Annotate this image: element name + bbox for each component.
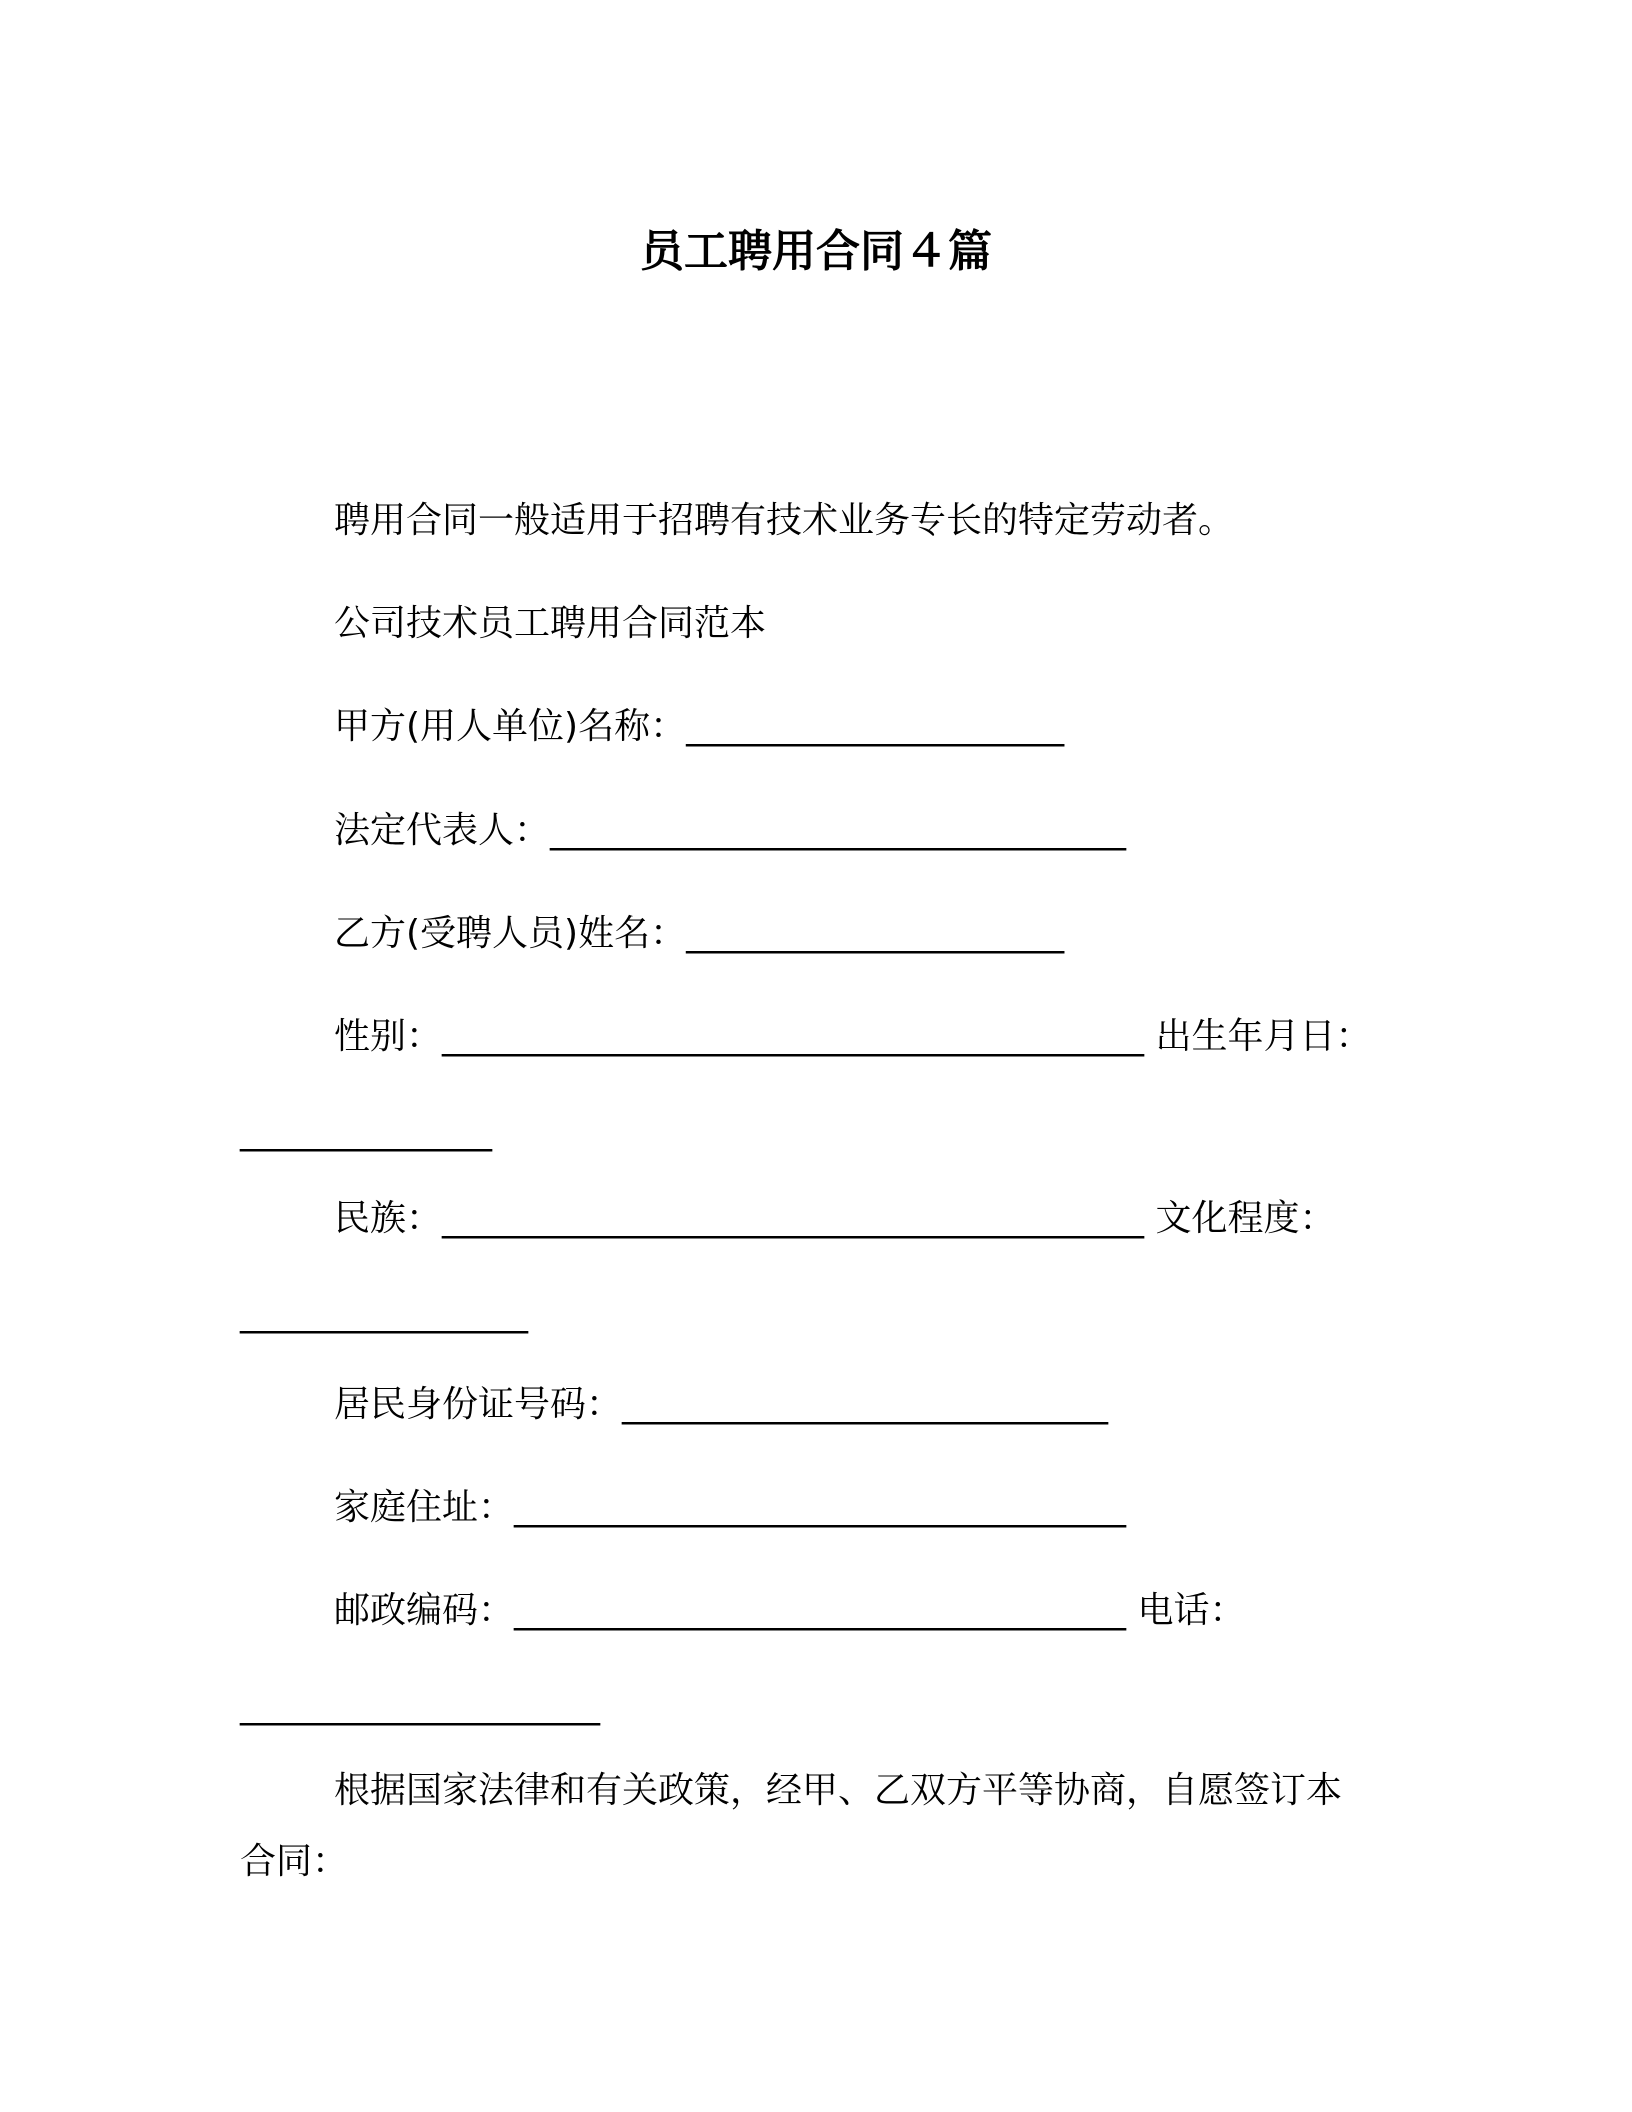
paragraph-template-name: 公司技术员工聘用合同范本 [334,603,767,644]
paragraph-agreement: 根据国家法律和有关政策，经甲、乙双方平等协商，自愿签订本 [334,1770,1343,1811]
field-phone-blank: ____________________ [240,1685,600,1726]
field-education-blank: ________________ [240,1293,528,1334]
field-gender-birthdate: 性别：_______________________________________ 出生年月日： [334,1016,1372,1057]
field-postcode-phone: 邮政编码：__________________________________ 电话： [334,1590,1246,1631]
field-legal-representative: 法定代表人：________________________________ [334,810,1127,851]
field-birthdate-blank: ______________ [240,1111,492,1152]
document-title: 员工聘用合同４篇 [640,226,992,277]
field-id-number: 居民身份证号码：___________________________ [334,1384,1109,1425]
field-party-a-name: 甲方(用人单位)名称：_____________________ [334,706,1065,747]
paragraph-agreement-end: 合同： [240,1841,349,1882]
field-party-b-name: 乙方(受聘人员)姓名：_____________________ [334,913,1065,954]
paragraph-intro: 聘用合同一般适用于招聘有技术业务专长的特定劳动者。 [334,500,1235,541]
field-ethnicity-education: 民族：_______________________________________ 文化程度： [334,1198,1336,1239]
field-home-address: 家庭住址：__________________________________ [334,1487,1127,1528]
